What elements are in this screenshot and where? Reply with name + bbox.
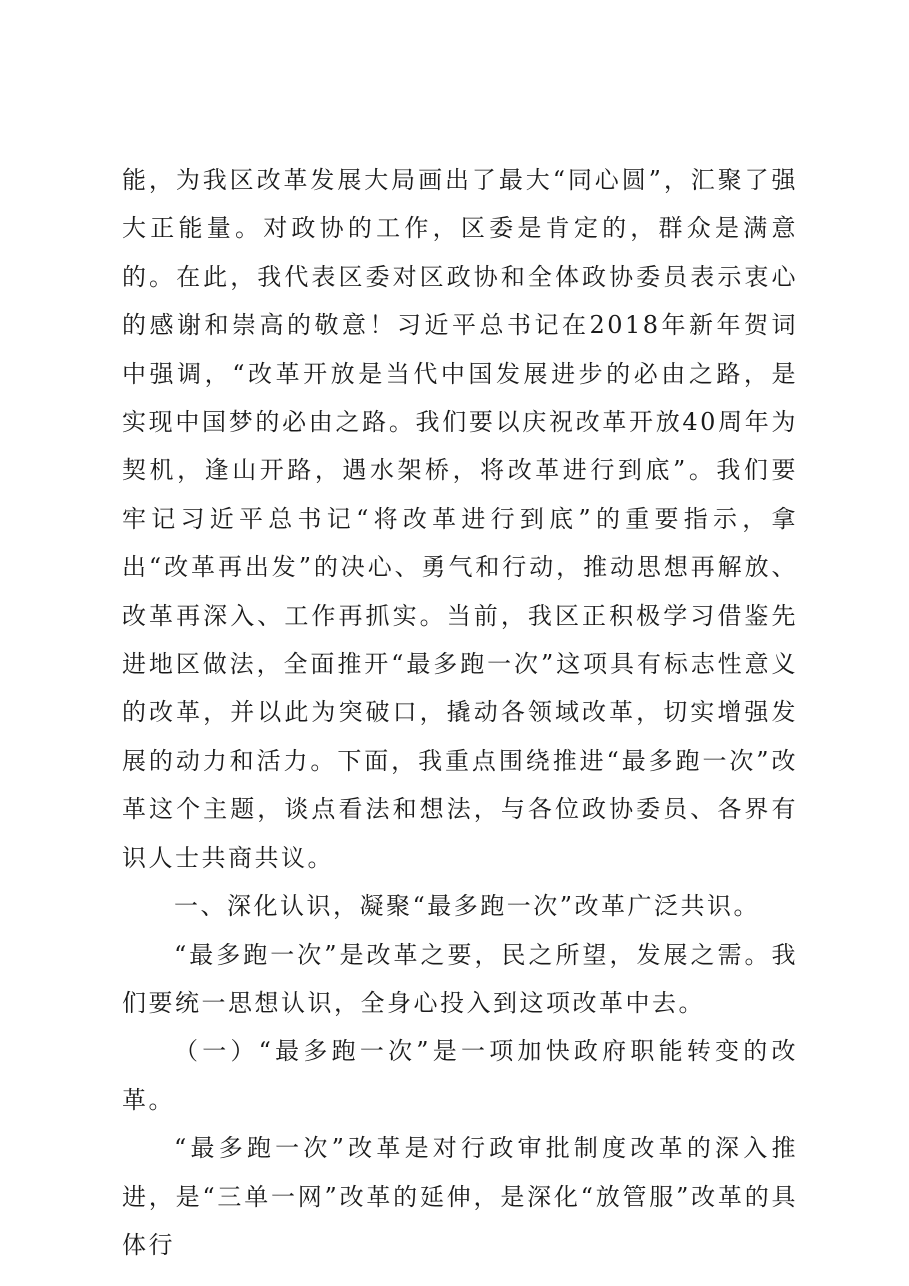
paragraph-body: “最多跑一次”改革是对行政审批制度改革的深入推进，是“三单一网”改革的延伸，是深化“放管服”改革的具体行 (122, 1134, 798, 1259)
subsection-heading-1: （一）“最多跑一次”是一项加快政府职能转变的改革。 (122, 1037, 798, 1114)
document-body (122, 156, 798, 1269)
section-heading-1: 一、深化认识，凝聚“最多跑一次”改革广泛共识。 (174, 892, 761, 921)
paragraph-continuation: 能，为我区改革发展大局画出了最大“同心圆”，汇聚了强大正能量。对政协的工作，区委是肯定的，群众是满意的。在此，我代表区委对区政协和全体政协委员表示衷心的感谢和崇高的敬意！习近平总书记在2018年新年贺词中强调，“改革开放是当代中国发展进步的必由之路，是实现中国梦的必由之路。我们要以庆祝改革开放40周年为契机，逢山开路，遇水架桥，将改革进行到底”。我们要牢记习近平总书记“将改革进行到底”的重要指示，拿出“改革再出发”的决心、勇气和行动，推动思想再解放、改革再深入、工作再抓实。当前，我区正积极学习借鉴先进地区做法，全面推开“最多跑一次”这项具有标志性意义的改革，并以此为突破口，撬动各领域改革，切实增强发展的动力和活力。下面，我重点围绕推进“最多跑一次”改革这个主题，谈点看法和想法，与各位政协委员、各界有识人士共商共议。 (122, 166, 798, 872)
paragraph-intro: “最多跑一次”是改革之要，民之所望，发展之需。我们要统一思想认识，全身心投入到这项改革中去。 (122, 940, 798, 1017)
